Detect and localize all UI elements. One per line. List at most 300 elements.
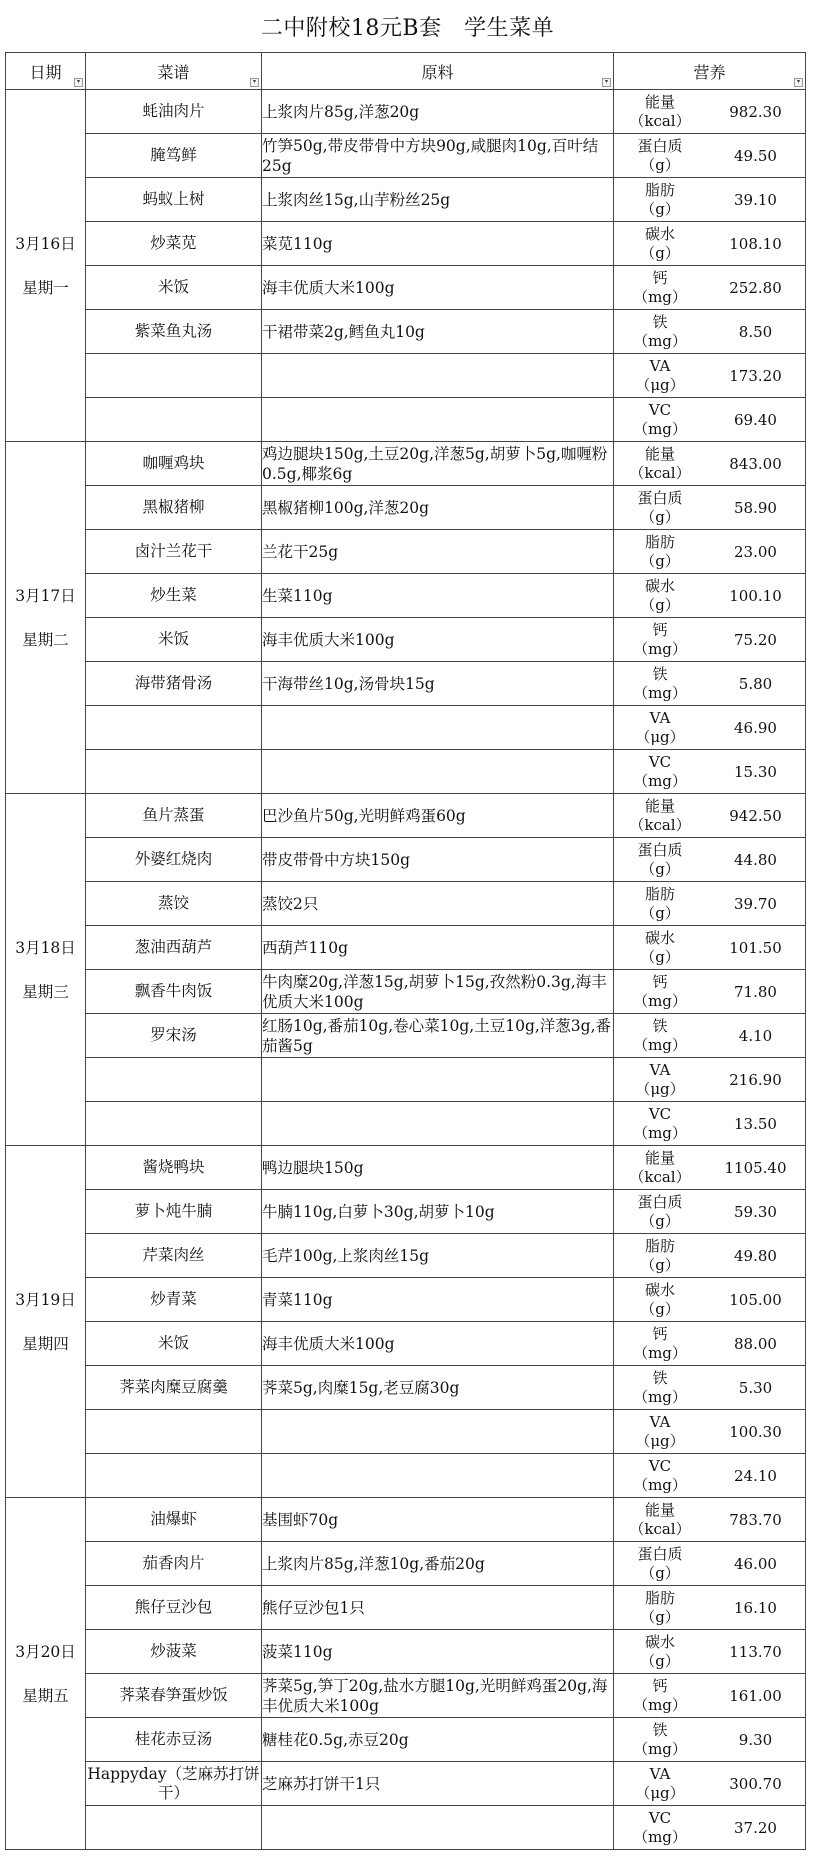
nutrition-cell[interactable] <box>614 442 806 486</box>
table-row <box>6 222 806 266</box>
ingredients-cell[interactable]: 海丰优质大米100g <box>262 618 614 662</box>
nutrient-name: 能量 <box>644 796 675 815</box>
nutrition-cell[interactable] <box>614 222 806 266</box>
nutrient-unit: （kcal） <box>629 1519 691 1538</box>
dish-cell[interactable]: 荠菜肉糜豆腐羹 <box>86 1366 262 1410</box>
nutrition-pair <box>614 1146 805 1189</box>
nutrient-unit: （mg） <box>633 419 687 438</box>
ingredients-cell[interactable]: 西葫芦110g <box>262 926 614 970</box>
nutrition-cell[interactable] <box>614 1102 806 1146</box>
nutrient-label <box>614 310 706 353</box>
ingredients-cell[interactable]: 巴沙鱼片50g,光明鲜鸡蛋60g <box>262 794 614 838</box>
ingredients-cell[interactable]: 菜苋110g <box>262 222 614 266</box>
nutrition-pair <box>614 354 805 397</box>
ingredients-cell[interactable]: 海丰优质大米100g <box>262 266 614 310</box>
ingredients-cell[interactable]: 牛腩110g,白萝卜30g,胡萝卜10g <box>262 1190 614 1234</box>
nutrition-pair <box>614 574 805 617</box>
nutrient-value: 71.80 <box>734 982 777 1001</box>
nutrition-cell[interactable] <box>614 178 806 222</box>
ingredients-cell[interactable] <box>262 750 614 794</box>
dish-cell[interactable]: 荠菜春笋蛋炒饭 <box>86 1674 262 1718</box>
nutrition-pair <box>614 1102 805 1145</box>
nutrient-name: VC <box>648 1456 672 1475</box>
filter-dropdown-icon[interactable]: ▾ <box>794 78 803 87</box>
nutrient-label <box>614 442 706 485</box>
nutrient-value: 252.80 <box>729 278 782 297</box>
dish-cell[interactable]: 酱烧鸭块 <box>86 1146 262 1190</box>
nutrient-unit: （g） <box>640 155 680 174</box>
nutrition-pair <box>614 882 805 925</box>
nutrient-name: 碳水 <box>644 1632 675 1651</box>
ingredients-cell[interactable]: 荠菜5g,肉糜15g,老豆腐30g <box>262 1366 614 1410</box>
nutrition-cell[interactable] <box>614 750 806 794</box>
nutrition-pair <box>614 1410 805 1453</box>
date-cell[interactable] <box>6 794 86 1146</box>
nutrition-pair <box>614 1058 805 1101</box>
table-row <box>6 750 806 794</box>
nutrient-value: 59.30 <box>734 1202 777 1221</box>
nutrient-unit: （g） <box>640 551 680 570</box>
nutrition-cell[interactable] <box>614 618 806 662</box>
table-row <box>6 310 806 354</box>
nutrition-pair <box>614 1674 805 1717</box>
dish-cell[interactable]: 紫菜鱼丸汤 <box>86 310 262 354</box>
nutrition-cell[interactable] <box>614 1498 806 1542</box>
ingredients-cell[interactable] <box>262 706 614 750</box>
nutrient-unit: （mg） <box>633 331 687 350</box>
date-label: 3月19日 <box>15 1290 76 1309</box>
table-row <box>6 90 806 134</box>
ingredients-cell[interactable]: 红肠10g,番茄10g,卷心菜10g,土豆10g,洋葱3g,番茄酱5g <box>262 1014 614 1058</box>
nutrition-cell[interactable] <box>614 398 806 442</box>
nutrition-pair <box>614 662 805 705</box>
dish-cell[interactable] <box>86 750 262 794</box>
dish-cell[interactable]: 飘香牛肉饭 <box>86 970 262 1014</box>
nutrition-cell[interactable] <box>614 266 806 310</box>
nutrition-cell[interactable] <box>614 1674 806 1718</box>
nutrition-cell[interactable] <box>614 1630 806 1674</box>
nutrient-unit: （mg） <box>633 639 687 658</box>
nutrient-value: 161.00 <box>729 1686 782 1705</box>
nutrition-pair <box>614 1586 805 1629</box>
table-row <box>6 530 806 574</box>
nutrition-cell[interactable] <box>614 1762 806 1806</box>
dish-cell[interactable] <box>86 1058 262 1102</box>
weekday-label: 星期二 <box>22 630 69 649</box>
nutrient-name: 碳水 <box>644 224 675 243</box>
nutrient-value: 37.20 <box>734 1818 777 1837</box>
nutrition-pair <box>614 266 805 309</box>
nutrient-name: 能量 <box>644 92 675 111</box>
ingredients-cell[interactable]: 荠菜5g,笋丁20g,盐水方腿10g,光明鲜鸡蛋20g,海丰优质大米100g <box>262 1674 614 1718</box>
menu-body <box>6 90 806 1850</box>
nutrient-name: 铁 <box>652 664 668 683</box>
nutrient-unit: （mg） <box>633 991 687 1010</box>
table-row <box>6 1410 806 1454</box>
ingredients-cell[interactable]: 芝麻苏打饼干1只 <box>262 1762 614 1806</box>
nutrient-name: VC <box>648 1104 672 1123</box>
nutrient-name: 蛋白质 <box>637 1192 683 1211</box>
dish-cell[interactable]: 芹菜肉丝 <box>86 1234 262 1278</box>
table-row <box>6 1806 806 1850</box>
header-date[interactable]: 日期 ▾ <box>6 53 86 90</box>
nutrient-name: 能量 <box>644 1148 675 1167</box>
table-row <box>6 1630 806 1674</box>
nutrient-label <box>614 1718 706 1761</box>
nutrient-value: 69.40 <box>734 410 777 429</box>
nutrient-name: 能量 <box>644 1500 675 1519</box>
ingredients-cell[interactable]: 基围虾70g <box>262 1498 614 1542</box>
filter-dropdown-icon[interactable]: ▾ <box>250 78 259 87</box>
nutrient-unit: （g） <box>640 507 680 526</box>
dish-cell[interactable]: 炒菠菜 <box>86 1630 262 1674</box>
dish-cell[interactable]: 海带猪骨汤 <box>86 662 262 706</box>
nutrient-value: 105.00 <box>729 1290 782 1309</box>
nutrient-label <box>614 1102 706 1145</box>
dish-cell[interactable] <box>86 1102 262 1146</box>
dish-cell[interactable]: 茄香肉片 <box>86 1542 262 1586</box>
nutrient-unit: （g） <box>640 1255 680 1274</box>
nutrient-value: 46.90 <box>734 718 777 737</box>
dish-cell[interactable]: 炒青菜 <box>86 1278 262 1322</box>
table-row <box>6 794 806 838</box>
ingredients-cell[interactable]: 上浆肉丝15g,山芋粉丝25g <box>262 178 614 222</box>
nutrient-label <box>614 1762 706 1805</box>
nutrient-label <box>614 618 706 661</box>
nutrition-pair <box>614 618 805 661</box>
nutrient-unit: （mg） <box>633 683 687 702</box>
nutrition-pair <box>614 706 805 749</box>
nutrient-value: 49.80 <box>734 1246 777 1265</box>
dish-cell[interactable]: 罗宋汤 <box>86 1014 262 1058</box>
nutrient-name: 能量 <box>644 444 675 463</box>
ingredients-cell[interactable] <box>262 1410 614 1454</box>
table-row <box>6 706 806 750</box>
nutrient-name: 脂肪 <box>644 1588 675 1607</box>
dish-cell[interactable] <box>86 1410 262 1454</box>
dish-cell[interactable]: 葱油西葫芦 <box>86 926 262 970</box>
dish-cell[interactable]: 黑椒猪柳 <box>86 486 262 530</box>
ingredients-cell[interactable]: 鸡边腿块150g,土豆20g,洋葱5g,胡萝卜5g,咖喱粉0.5g,椰浆6g <box>262 442 614 486</box>
nutrition-pair <box>614 1630 805 1673</box>
nutrition-cell[interactable] <box>614 1454 806 1498</box>
nutrient-label <box>614 1058 706 1101</box>
date-cell[interactable] <box>6 442 86 794</box>
nutrient-name: 蛋白质 <box>637 488 683 507</box>
nutrient-name: 钙 <box>652 620 668 639</box>
nutrient-value: 942.50 <box>729 806 782 825</box>
ingredients-cell[interactable]: 上浆肉片85g,洋葱10g,番茄20g <box>262 1542 614 1586</box>
page-title: 二中附校18元B套 学生菜单 <box>260 15 555 41</box>
nutrition-cell[interactable] <box>614 1190 806 1234</box>
date-label: 3月18日 <box>15 938 76 957</box>
dish-cell[interactable] <box>86 398 262 442</box>
nutrition-pair <box>614 1454 805 1497</box>
nutrition-cell[interactable] <box>614 662 806 706</box>
dish-cell[interactable]: 炒生菜 <box>86 574 262 618</box>
nutrition-cell[interactable] <box>614 310 806 354</box>
ingredients-cell[interactable] <box>262 354 614 398</box>
nutrient-unit: （μg） <box>635 1783 685 1802</box>
nutrient-unit: （g） <box>640 243 680 262</box>
dish-cell[interactable]: 蚝油肉片 <box>86 90 262 134</box>
ingredients-cell[interactable]: 糖桂花0.5g,赤豆20g <box>262 1718 614 1762</box>
nutrient-unit: （g） <box>640 1299 680 1318</box>
table-row <box>6 1014 806 1058</box>
nutrient-label <box>614 266 706 309</box>
ingredients-cell[interactable]: 竹笋50g,带皮带骨中方块90g,咸腿肉10g,百叶结25g <box>262 134 614 178</box>
table-row <box>6 1234 806 1278</box>
ingredients-cell[interactable]: 毛芹100g,上浆肉丝15g <box>262 1234 614 1278</box>
date-cell[interactable] <box>6 1146 86 1498</box>
table-row <box>6 1058 806 1102</box>
nutrient-value: 24.10 <box>734 1466 777 1485</box>
nutrient-label <box>614 354 706 397</box>
nutrient-unit: （g） <box>640 199 680 218</box>
ingredients-cell[interactable] <box>262 1806 614 1850</box>
nutrient-unit: （mg） <box>633 1343 687 1362</box>
nutrition-cell[interactable] <box>614 486 806 530</box>
ingredients-cell[interactable]: 黑椒猪柳100g,洋葱20g <box>262 486 614 530</box>
ingredients-cell[interactable]: 青菜110g <box>262 1278 614 1322</box>
nutrient-label <box>614 178 706 221</box>
table-row <box>6 178 806 222</box>
nutrition-cell[interactable] <box>614 838 806 882</box>
dish-cell[interactable]: 米饭 <box>86 266 262 310</box>
nutrition-cell[interactable] <box>614 134 806 178</box>
nutrition-cell[interactable] <box>614 794 806 838</box>
ingredients-cell[interactable] <box>262 398 614 442</box>
ingredients-cell[interactable]: 生菜110g <box>262 574 614 618</box>
nutrition-cell[interactable] <box>614 1542 806 1586</box>
table-row <box>6 662 806 706</box>
nutrition-cell[interactable] <box>614 882 806 926</box>
nutrition-pair <box>614 310 805 353</box>
nutrient-label <box>614 662 706 705</box>
table-row <box>6 1278 806 1322</box>
nutrient-value: 58.90 <box>734 498 777 517</box>
nutrient-value: 1105.40 <box>724 1158 787 1177</box>
nutrient-label <box>614 970 706 1013</box>
nutrition-pair <box>614 926 805 969</box>
dish-cell[interactable]: 米饭 <box>86 1322 262 1366</box>
ingredients-cell[interactable]: 上浆肉片85g,洋葱20g <box>262 90 614 134</box>
weekday-label: 星期五 <box>22 1686 69 1705</box>
table-row <box>6 970 806 1014</box>
table-row <box>6 134 806 178</box>
nutrient-name: 蛋白质 <box>637 136 683 155</box>
nutrient-unit: （mg） <box>633 1035 687 1054</box>
nutrient-unit: （μg） <box>635 1431 685 1450</box>
nutrient-name: VA <box>649 708 671 727</box>
dish-cell[interactable] <box>86 706 262 750</box>
nutrition-cell[interactable] <box>614 1586 806 1630</box>
dish-cell[interactable]: 外婆红烧肉 <box>86 838 262 882</box>
dish-cell[interactable]: Happyday（芝麻苏打饼干） <box>86 1762 262 1806</box>
dish-cell[interactable] <box>86 1454 262 1498</box>
nutrient-label <box>614 574 706 617</box>
nutrient-value: 23.00 <box>734 542 777 561</box>
dish-cell[interactable]: 腌笃鲜 <box>86 134 262 178</box>
nutrient-value: 5.30 <box>738 1378 773 1397</box>
dish-cell[interactable]: 蚂蚁上树 <box>86 178 262 222</box>
dish-cell[interactable]: 熊仔豆沙包 <box>86 1586 262 1630</box>
nutrition-pair <box>614 530 805 573</box>
weekday-label: 星期一 <box>22 278 69 297</box>
ingredients-cell[interactable]: 牛肉糜20g,洋葱15g,胡萝卜15g,孜然粉0.3g,海丰优质大米100g <box>262 970 614 1014</box>
nutrition-cell[interactable] <box>614 1806 806 1850</box>
ingredients-cell[interactable]: 干裙带菜2g,鳕鱼丸10g <box>262 310 614 354</box>
nutrition-cell[interactable] <box>614 926 806 970</box>
nutrition-cell[interactable] <box>614 530 806 574</box>
dish-cell[interactable]: 咖喱鸡块 <box>86 442 262 486</box>
table-row <box>6 1146 806 1190</box>
table-row <box>6 266 806 310</box>
nutrition-cell[interactable] <box>614 706 806 750</box>
header-nutrition[interactable]: 营养 ▾ <box>614 53 806 90</box>
nutrient-label <box>614 222 706 265</box>
nutrient-name: VA <box>649 1412 671 1431</box>
header-row <box>6 53 806 90</box>
dish-cell[interactable]: 桂花赤豆汤 <box>86 1718 262 1762</box>
nutrition-cell[interactable] <box>614 1366 806 1410</box>
nutrient-value: 100.10 <box>729 586 782 605</box>
date-cell[interactable] <box>6 90 86 442</box>
nutrient-label <box>614 1234 706 1277</box>
nutrient-value: 46.00 <box>734 1554 777 1573</box>
date-label: 3月16日 <box>15 234 76 253</box>
nutrition-cell[interactable] <box>614 1146 806 1190</box>
dish-cell[interactable]: 卤汁兰花干 <box>86 530 262 574</box>
nutrient-name: VA <box>649 1060 671 1079</box>
ingredients-cell[interactable]: 蒸饺2只 <box>262 882 614 926</box>
dish-cell[interactable]: 米饭 <box>86 618 262 662</box>
date-cell[interactable] <box>6 1498 86 1850</box>
nutrient-label <box>614 1410 706 1453</box>
ingredients-cell[interactable]: 带皮带骨中方块150g <box>262 838 614 882</box>
nutrition-cell[interactable] <box>614 574 806 618</box>
nutrient-name: VC <box>648 400 672 419</box>
nutrient-unit: （g） <box>640 947 680 966</box>
nutrient-label <box>614 134 706 177</box>
nutrient-label <box>614 1498 706 1541</box>
nutrition-pair <box>614 1542 805 1585</box>
nutrient-name: 钙 <box>652 1324 668 1343</box>
nutrient-value: 8.50 <box>738 322 773 341</box>
ingredients-cell[interactable] <box>262 1454 614 1498</box>
nutrient-unit: （μg） <box>635 727 685 746</box>
dish-cell[interactable]: 蒸饺 <box>86 882 262 926</box>
ingredients-cell[interactable]: 熊仔豆沙包1只 <box>262 1586 614 1630</box>
table-row <box>6 1542 806 1586</box>
table-row <box>6 1102 806 1146</box>
filter-dropdown-icon[interactable]: ▾ <box>602 78 611 87</box>
nutrition-cell[interactable] <box>614 1278 806 1322</box>
nutrient-label <box>614 1542 706 1585</box>
nutrient-name: 碳水 <box>644 576 675 595</box>
dish-cell[interactable] <box>86 1806 262 1850</box>
nutrient-label <box>614 1146 706 1189</box>
dish-cell[interactable]: 油爆虾 <box>86 1498 262 1542</box>
nutrient-name: 脂肪 <box>644 884 675 903</box>
nutrient-name: 钙 <box>652 268 668 287</box>
nutrient-unit: （kcal） <box>629 463 691 482</box>
table-row <box>6 1322 806 1366</box>
nutrition-pair <box>614 1498 805 1541</box>
nutrition-pair <box>614 398 805 441</box>
header-dish[interactable]: 菜谱 ▾ <box>86 53 262 90</box>
table-row <box>6 574 806 618</box>
nutrient-unit: （μg） <box>635 375 685 394</box>
ingredients-cell[interactable]: 鸭边腿块150g <box>262 1146 614 1190</box>
nutrient-unit: （kcal） <box>629 111 691 130</box>
ingredients-cell[interactable]: 海丰优质大米100g <box>262 1322 614 1366</box>
nutrient-value: 843.00 <box>729 454 782 473</box>
dish-cell[interactable] <box>86 354 262 398</box>
nutrient-label <box>614 1278 706 1321</box>
dish-cell[interactable]: 鱼片蒸蛋 <box>86 794 262 838</box>
nutrient-unit: （mg） <box>633 1387 687 1406</box>
nutrition-cell[interactable] <box>614 1410 806 1454</box>
date-label: 3月17日 <box>15 586 76 605</box>
ingredients-cell[interactable] <box>262 1058 614 1102</box>
nutrient-label <box>614 750 706 793</box>
nutrient-label <box>614 398 706 441</box>
dish-cell[interactable]: 炒菜苋 <box>86 222 262 266</box>
nutrient-name: VA <box>649 356 671 375</box>
nutrient-label <box>614 1454 706 1497</box>
nutrient-value: 108.10 <box>729 234 782 253</box>
nutrient-unit: （kcal） <box>629 1167 691 1186</box>
weekday-label: 星期四 <box>22 1334 69 1353</box>
header-ingredients[interactable]: 原料 ▾ <box>262 53 614 90</box>
nutrient-unit: （μg） <box>635 1079 685 1098</box>
nutrient-name: 钙 <box>652 1676 668 1695</box>
nutrition-pair <box>614 1234 805 1277</box>
nutrition-cell[interactable] <box>614 1322 806 1366</box>
nutrient-label <box>614 1366 706 1409</box>
nutrient-name: VA <box>649 1764 671 1783</box>
table-row <box>6 1366 806 1410</box>
nutrition-cell[interactable] <box>614 90 806 134</box>
nutrition-cell[interactable] <box>614 1014 806 1058</box>
nutrient-value: 44.80 <box>734 850 777 869</box>
nutrient-label <box>614 1806 706 1849</box>
nutrient-name: 铁 <box>652 1720 668 1739</box>
nutrient-value: 5.80 <box>738 674 773 693</box>
nutrition-cell[interactable] <box>614 1058 806 1102</box>
ingredients-cell[interactable]: 干海带丝10g,汤骨块15g <box>262 662 614 706</box>
nutrient-name: 脂肪 <box>644 532 675 551</box>
filter-dropdown-icon[interactable]: ▾ <box>74 78 83 87</box>
nutrition-pair <box>614 1322 805 1365</box>
ingredients-cell[interactable]: 菠菜110g <box>262 1630 614 1674</box>
dish-cell[interactable]: 萝卜炖牛腩 <box>86 1190 262 1234</box>
nutrition-pair <box>614 1762 805 1805</box>
nutrition-cell[interactable] <box>614 970 806 1014</box>
nutrient-value: 982.30 <box>729 102 782 121</box>
nutrition-cell[interactable] <box>614 1234 806 1278</box>
nutrient-name: 铁 <box>652 1016 668 1035</box>
nutrition-cell[interactable] <box>614 1718 806 1762</box>
table-row <box>6 882 806 926</box>
nutrient-unit: （g） <box>640 859 680 878</box>
nutrition-cell[interactable] <box>614 354 806 398</box>
table-row <box>6 1762 806 1806</box>
ingredients-cell[interactable] <box>262 1102 614 1146</box>
ingredients-cell[interactable]: 兰花干25g <box>262 530 614 574</box>
nutrition-pair <box>614 134 805 177</box>
